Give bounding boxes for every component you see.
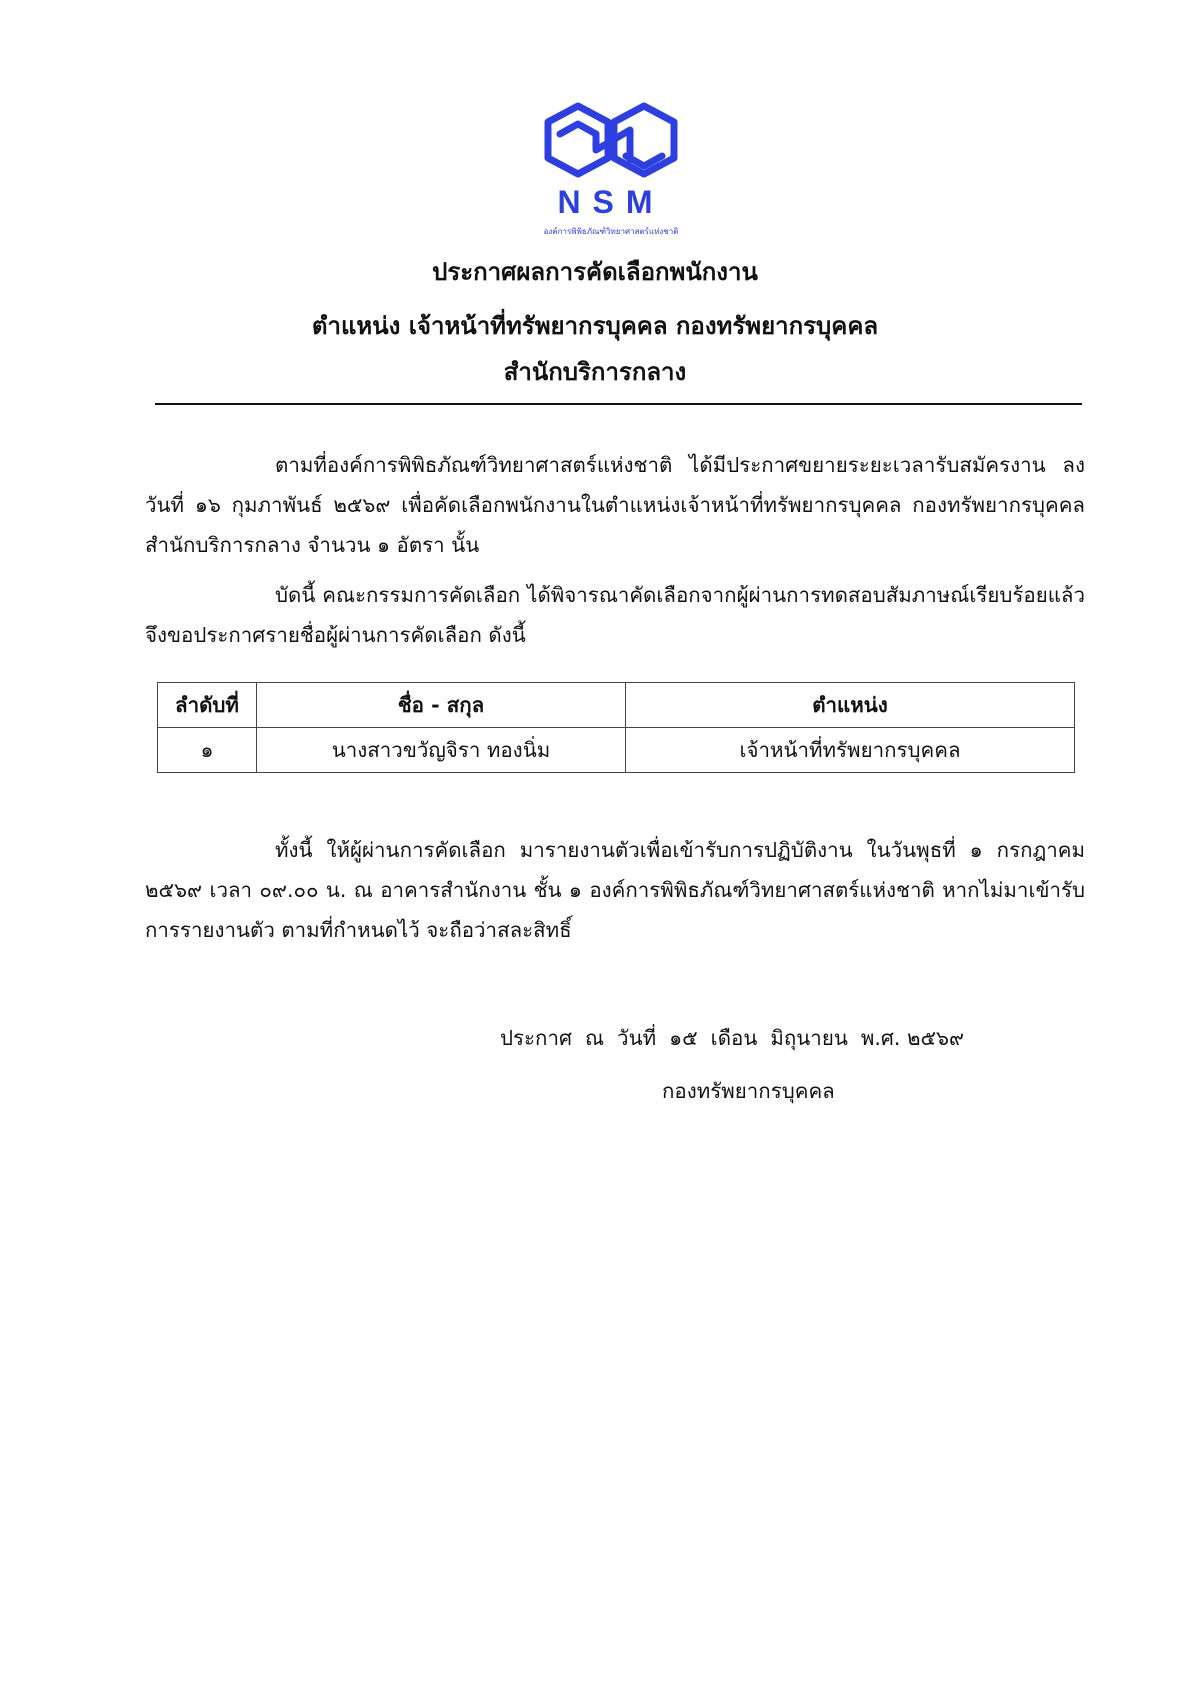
logo-subtitle: องค์การพิพิธภัณฑ์วิทยาศาสตร์แห่งชาติ — [543, 227, 679, 236]
announcement-date: ประกาศ ณ วันที่ ๑๕ เดือน มิถุนายน พ.ศ. ๒๕๖๙ — [500, 1026, 965, 1050]
page-title: ประกาศผลการคัดเลือกพนักงาน — [432, 258, 758, 286]
column-header-order: ลำดับที่ — [158, 683, 257, 728]
logo-letters: NSM — [557, 184, 665, 220]
table-header-row — [158, 683, 1075, 728]
header-divider — [155, 403, 1082, 405]
column-header-position: ตำแหน่ง — [626, 683, 1075, 728]
paragraph-report — [145, 830, 1085, 950]
paragraph-intro — [145, 445, 1085, 565]
result-table — [157, 682, 1075, 773]
paragraph-result-text: บัดนี้ คณะกรรมการคัดเลือก ได้พิจารณาคัดเลือกจากผู้ผ่านการทดสอบสัมภาษณ์เรียบร้อยแล้ว จึงขอประกาศรายชื่อผู้ผ่านการคัดเลือก ดังนี้ — [145, 583, 1085, 647]
paragraph-intro-text: ตามที่องค์การพิพิธภัณฑ์วิทยาศาสตร์แห่งชาติ ได้มีประกาศขยายระยะเวลารับสมัครงาน ลงวันที่ ๑๖ กุมภาพันธ์ ๒๕๖๙ เพื่อคัดเลือกพนักงานในตำแหน่งเจ้าหน้าที่ทรัพยากรบุคคล กองทรัพยากรบุคคล สำนักบริการกลาง จำนวน ๑ อัตรา นั้น — [145, 453, 1085, 557]
cell-position: เจ้าหน้าที่ทรัพยากรบุคคล — [626, 728, 1075, 773]
paragraph-result — [145, 575, 1085, 655]
nsm-logo — [540, 100, 700, 240]
table-row — [158, 728, 1075, 773]
paragraph-report-text: ทั้งนี้ ให้ผู้ผ่านการคัดเลือก มารายงานตัวเพื่อเข้ารับการปฏิบัติงาน ในวันพุธที่ ๑ กรกฎาคม ๒๕๖๙ เวลา ๐๙.๐๐ น. ณ อาคารสำนักงาน ชั้น ๑ องค์การพิพิธภัณฑ์วิทยาศาสตร์แห่งชาติ หากไม่มาเข้ารับการรายงานตัว ตามที่กำหนดไว้ จะถือว่าสละสิทธิ์ — [145, 838, 1085, 942]
position-title: ตำแหน่ง เจ้าหน้าที่ทรัพยากรบุคคล กองทรัพยากรบุคคล — [311, 312, 879, 340]
cell-name: นางสาวขวัญจิรา ทองนิ่ม — [257, 728, 626, 773]
nsm-logo-icon — [540, 100, 682, 190]
cell-order: ๑ — [158, 728, 257, 773]
signing-department: กองทรัพยากรบุคคล — [662, 1079, 835, 1103]
column-header-name: ชื่อ - สกุล — [257, 683, 626, 728]
office-title: สำนักบริการกลาง — [503, 358, 687, 386]
